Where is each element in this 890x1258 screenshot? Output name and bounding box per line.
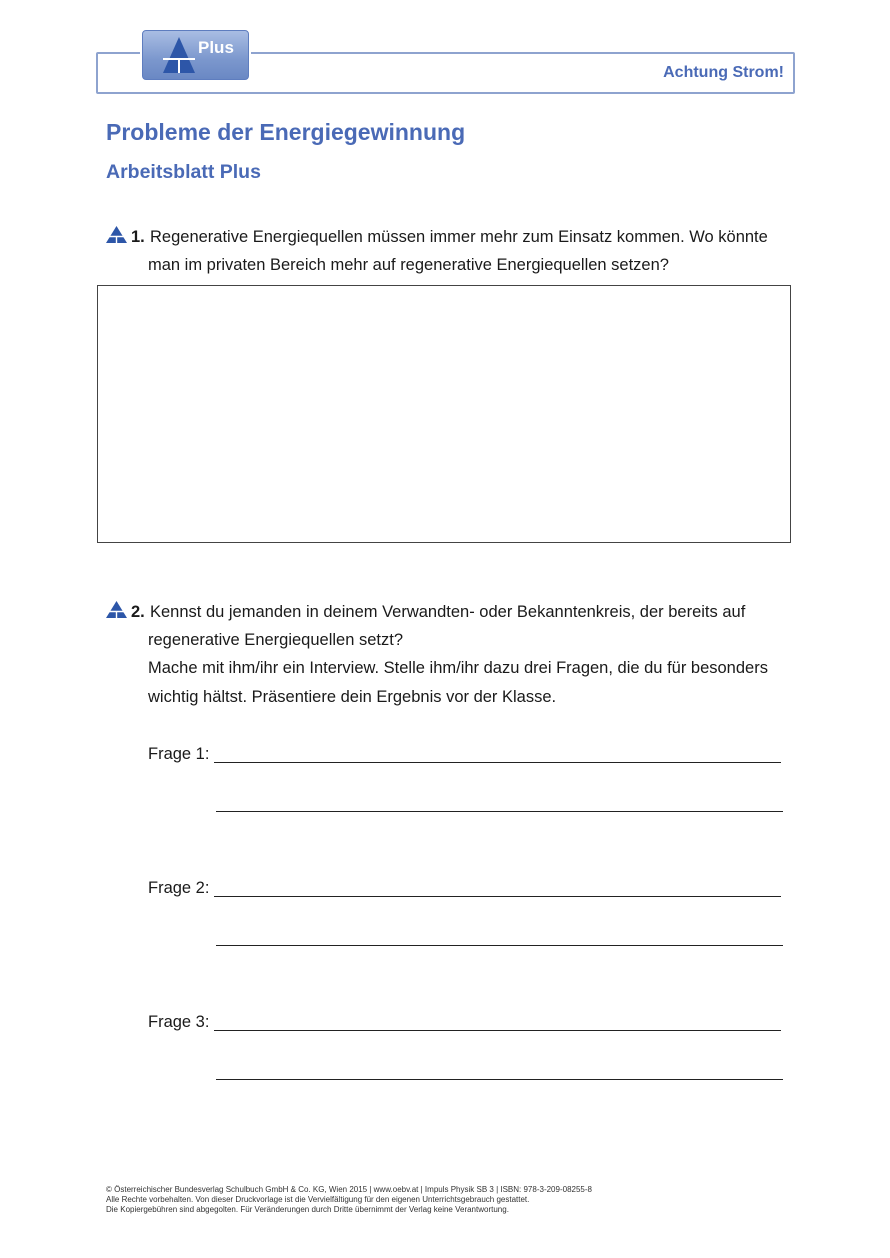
logo-text: Plus [198, 38, 234, 57]
task-2-text-line: regenerative Energiequellen setzt? [148, 631, 404, 649]
task-1-text-line: Regenerative Energiequellen müssen immer mehr zum Einsatz kommen. Wo könnte [150, 228, 768, 246]
task-2-text-line: wichtig hältst. Präsentiere dein Ergebnis vor der Klasse. [148, 688, 557, 706]
question-2-label: Frage 2: [148, 879, 210, 897]
question-3-label: Frage 3: [148, 1013, 210, 1031]
question-3-answer-line[interactable] [214, 1030, 781, 1031]
question-1-answer-line[interactable] [214, 762, 781, 763]
page-title: Probleme der Energiegewinnung [106, 119, 466, 145]
pyramid-icon [106, 601, 127, 618]
series-title: Achtung Strom! [663, 64, 784, 81]
footer-line: Die Kopiergebühren sind abgegolten. Für Veränderungen durch Dritte übernimmt der Verlag keine Verantwortung. [106, 1205, 509, 1214]
task-2-text-line: Mache mit ihm/ihr ein Interview. Stelle ihm/ihr dazu drei Fragen, die du für besonders [148, 659, 768, 677]
task-2-number: 2. [131, 603, 145, 621]
answer-box[interactable] [97, 285, 791, 543]
page-subtitle: Arbeitsblatt Plus [106, 161, 261, 183]
question-2-answer-line-2[interactable] [216, 945, 783, 946]
question-1-label: Frage 1: [148, 745, 210, 763]
task-2-text-line: Kennst du jemanden in deinem Verwandten- oder Bekanntenkreis, der bereits auf [150, 603, 746, 621]
task-1-text-line: man im privaten Bereich mehr auf regenerative Energiequellen setzen? [148, 256, 669, 274]
question-3-answer-line-2[interactable] [216, 1079, 783, 1080]
question-1-answer-line-2[interactable] [216, 811, 783, 812]
pyramid-icon [106, 226, 127, 243]
question-2-answer-line[interactable] [214, 896, 781, 897]
pyramid-icon [161, 35, 197, 75]
footer-line: Alle Rechte vorbehalten. Von dieser Druckvorlage ist die Vervielfältigung für den eigenen Unterrichtsgebrauch gestattet. [106, 1195, 530, 1204]
plus-logo [140, 28, 251, 82]
task-1-number: 1. [131, 228, 145, 246]
footer-line: © Österreichischer Bundesverlag Schulbuch GmbH & Co. KG, Wien 2015 | www.oebv.at | Impuls Physik SB 3 | ISBN: 978-3-209-08255-8 [106, 1185, 592, 1194]
copyright-footer [106, 1185, 592, 1215]
